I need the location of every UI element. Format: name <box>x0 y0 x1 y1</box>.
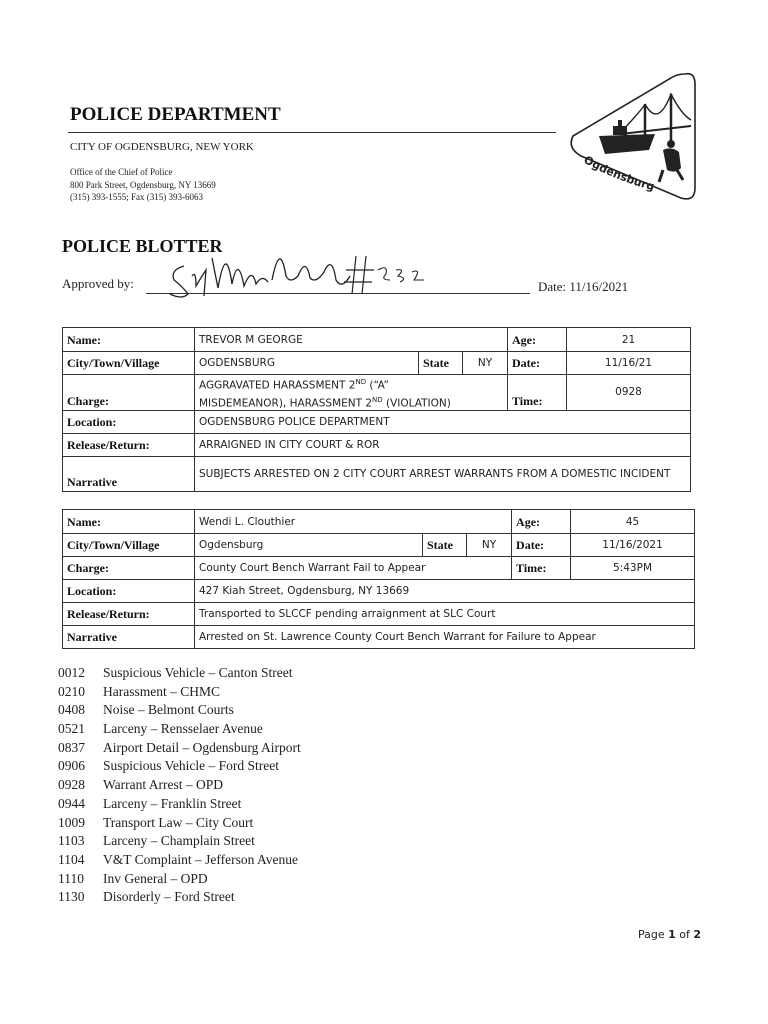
narrative-value: SUBJECTS ARRESTED ON 2 CITY COURT ARREST WARRANTS FROM A DOMESTIC INCIDENT <box>195 457 691 492</box>
office-address-line: 800 Park Street, Ogdensburg, NY 13669 <box>70 180 216 190</box>
date-value: 11/16/21 <box>567 352 691 375</box>
state-value: NY <box>467 534 512 557</box>
incident-time: 0408 <box>58 702 85 718</box>
incident-desc: V&T Complaint – Jefferson Avenue <box>103 851 298 867</box>
age-label: Age: <box>508 328 567 352</box>
city-label: City/Town/Village <box>63 534 195 557</box>
record-row-charge <box>63 375 691 411</box>
figure-icon <box>659 140 683 182</box>
incident-desc: Larceny – Rensselaer Avenue <box>103 721 263 737</box>
charge-label: Charge: <box>63 375 195 411</box>
time-value: 5:43PM <box>571 557 695 580</box>
age-label: Age: <box>512 510 571 534</box>
incident-desc: Inv General – OPD <box>103 870 208 886</box>
incident-desc: Warrant Arrest – OPD <box>103 777 224 793</box>
incident-desc: Suspicious Vehicle – Ford Street <box>103 758 279 774</box>
age-value: 45 <box>571 510 695 534</box>
incident-desc: Disorderly – Ford Street <box>103 889 235 905</box>
list-item <box>58 720 301 739</box>
incident-time: 1103 <box>58 833 85 849</box>
release-label: Release/Return: <box>63 603 195 626</box>
incident-log <box>58 664 301 907</box>
location-label: Location: <box>63 580 195 603</box>
incident-desc: Harassment – CHMC <box>103 683 220 699</box>
department-title: POLICE DEPARTMENT <box>70 104 281 125</box>
blotter-date: Date: 11/16/2021 <box>538 279 629 294</box>
list-item <box>58 832 301 851</box>
record-row-name <box>63 510 695 534</box>
approved-by-label: Approved by: <box>62 276 134 291</box>
city-value: Ogdensburg <box>195 534 423 557</box>
list-item <box>58 701 301 720</box>
header-divider <box>68 132 556 133</box>
incident-desc: Suspicious Vehicle – Canton Street <box>103 665 293 680</box>
list-item <box>58 795 301 814</box>
list-item <box>58 664 301 683</box>
release-label: Release/Return: <box>63 434 195 457</box>
incident-desc: Noise – Belmont Courts <box>103 702 234 718</box>
incident-time: 1110 <box>58 870 84 886</box>
narrative-label: Narrative <box>63 626 195 649</box>
svg-text:Ogdensburg <box>582 153 656 193</box>
record-row-city <box>63 352 691 375</box>
city-value: OGDENSBURG <box>195 352 419 375</box>
record-row-release <box>63 603 695 626</box>
list-item <box>58 814 301 833</box>
arrest-record-1 <box>62 327 691 492</box>
list-item <box>58 851 301 870</box>
incident-time: 1009 <box>58 814 85 830</box>
incident-time: 1130 <box>58 889 85 905</box>
record-row-location <box>63 580 695 603</box>
ogdensburg-logo <box>563 70 703 205</box>
name-value: TREVOR M GEORGE <box>195 328 508 352</box>
record-row-charge <box>63 557 695 580</box>
release-value: ARRAIGNED IN CITY COURT & ROR <box>195 434 691 457</box>
state-value: NY <box>463 352 508 375</box>
record-row-name <box>63 328 691 352</box>
record-row-location <box>63 411 691 434</box>
incident-time: 0521 <box>58 721 85 737</box>
office-phone-line: (315) 393-1555; Fax (315) 393-6063 <box>70 192 203 202</box>
time-value: 0928 <box>567 375 691 411</box>
incident-time: 0837 <box>58 739 85 755</box>
record-row-narrative <box>63 626 695 649</box>
list-item <box>58 683 301 702</box>
incident-time: 0906 <box>58 758 85 774</box>
record-row-narrative <box>63 457 691 492</box>
approval-signature <box>160 236 430 302</box>
list-item <box>58 870 301 889</box>
incident-desc: Larceny – Champlain Street <box>103 833 255 849</box>
time-label: Time: <box>508 375 567 411</box>
list-item <box>58 776 301 795</box>
age-value: 21 <box>567 328 691 352</box>
office-line-1: Office of the Chief of Police <box>70 167 173 177</box>
record-row-city <box>63 534 695 557</box>
date-label: Date: <box>508 352 567 375</box>
list-item <box>58 888 301 907</box>
location-value: OGDENSBURG POLICE DEPARTMENT <box>195 411 691 434</box>
charge-label: Charge: <box>63 557 195 580</box>
incident-time: 0944 <box>58 795 85 811</box>
date-label: Date: <box>512 534 571 557</box>
narrative-label: Narrative <box>63 457 195 492</box>
name-value: Wendi L. Clouthier <box>195 510 512 534</box>
city-label: City/Town/Village <box>63 352 195 375</box>
city-line: CITY OF OGDENSBURG, NEW YORK <box>70 141 254 153</box>
page-number: Page 1 of 2 <box>638 928 702 941</box>
arrest-record-2 <box>62 509 695 649</box>
name-label: Name: <box>63 510 195 534</box>
record-row-release <box>63 434 691 457</box>
incident-time: 0210 <box>58 683 85 699</box>
incident-desc: Larceny – Franklin Street <box>103 795 242 811</box>
state-label: State <box>419 352 463 375</box>
time-label: Time: <box>512 557 571 580</box>
incident-desc: Transport Law – City Court <box>103 814 254 830</box>
incident-time: 0012 <box>58 665 85 680</box>
state-label: State <box>423 534 467 557</box>
location-label: Location: <box>63 411 195 434</box>
blotter-title: POLICE BLOTTER <box>62 236 223 256</box>
charge-value: AGGRAVATED HARASSMENT 2ND (“A” MISDEMEANOR), HARASSMENT 2ND (VIOLATION) <box>195 375 508 411</box>
logo-text: Ogdensburg <box>581 153 656 194</box>
narrative-value: Arrested on St. Lawrence County Court Bench Warrant for Failure to Appear <box>195 626 695 649</box>
release-value: Transported to SLCCF pending arraignment at SLC Court <box>195 603 695 626</box>
date-value: 11/16/2021 <box>571 534 695 557</box>
location-value: 427 Kiah Street, Ogdensburg, NY 13669 <box>195 580 695 603</box>
incident-time: 0928 <box>58 777 85 793</box>
list-item <box>58 757 301 776</box>
incident-desc: Airport Detail – Ogdensburg Airport <box>103 739 301 755</box>
name-label: Name: <box>63 328 195 352</box>
list-item <box>58 739 301 758</box>
incident-time: 1104 <box>58 851 85 867</box>
charge-value: County Court Bench Warrant Fail to Appear <box>195 557 512 580</box>
